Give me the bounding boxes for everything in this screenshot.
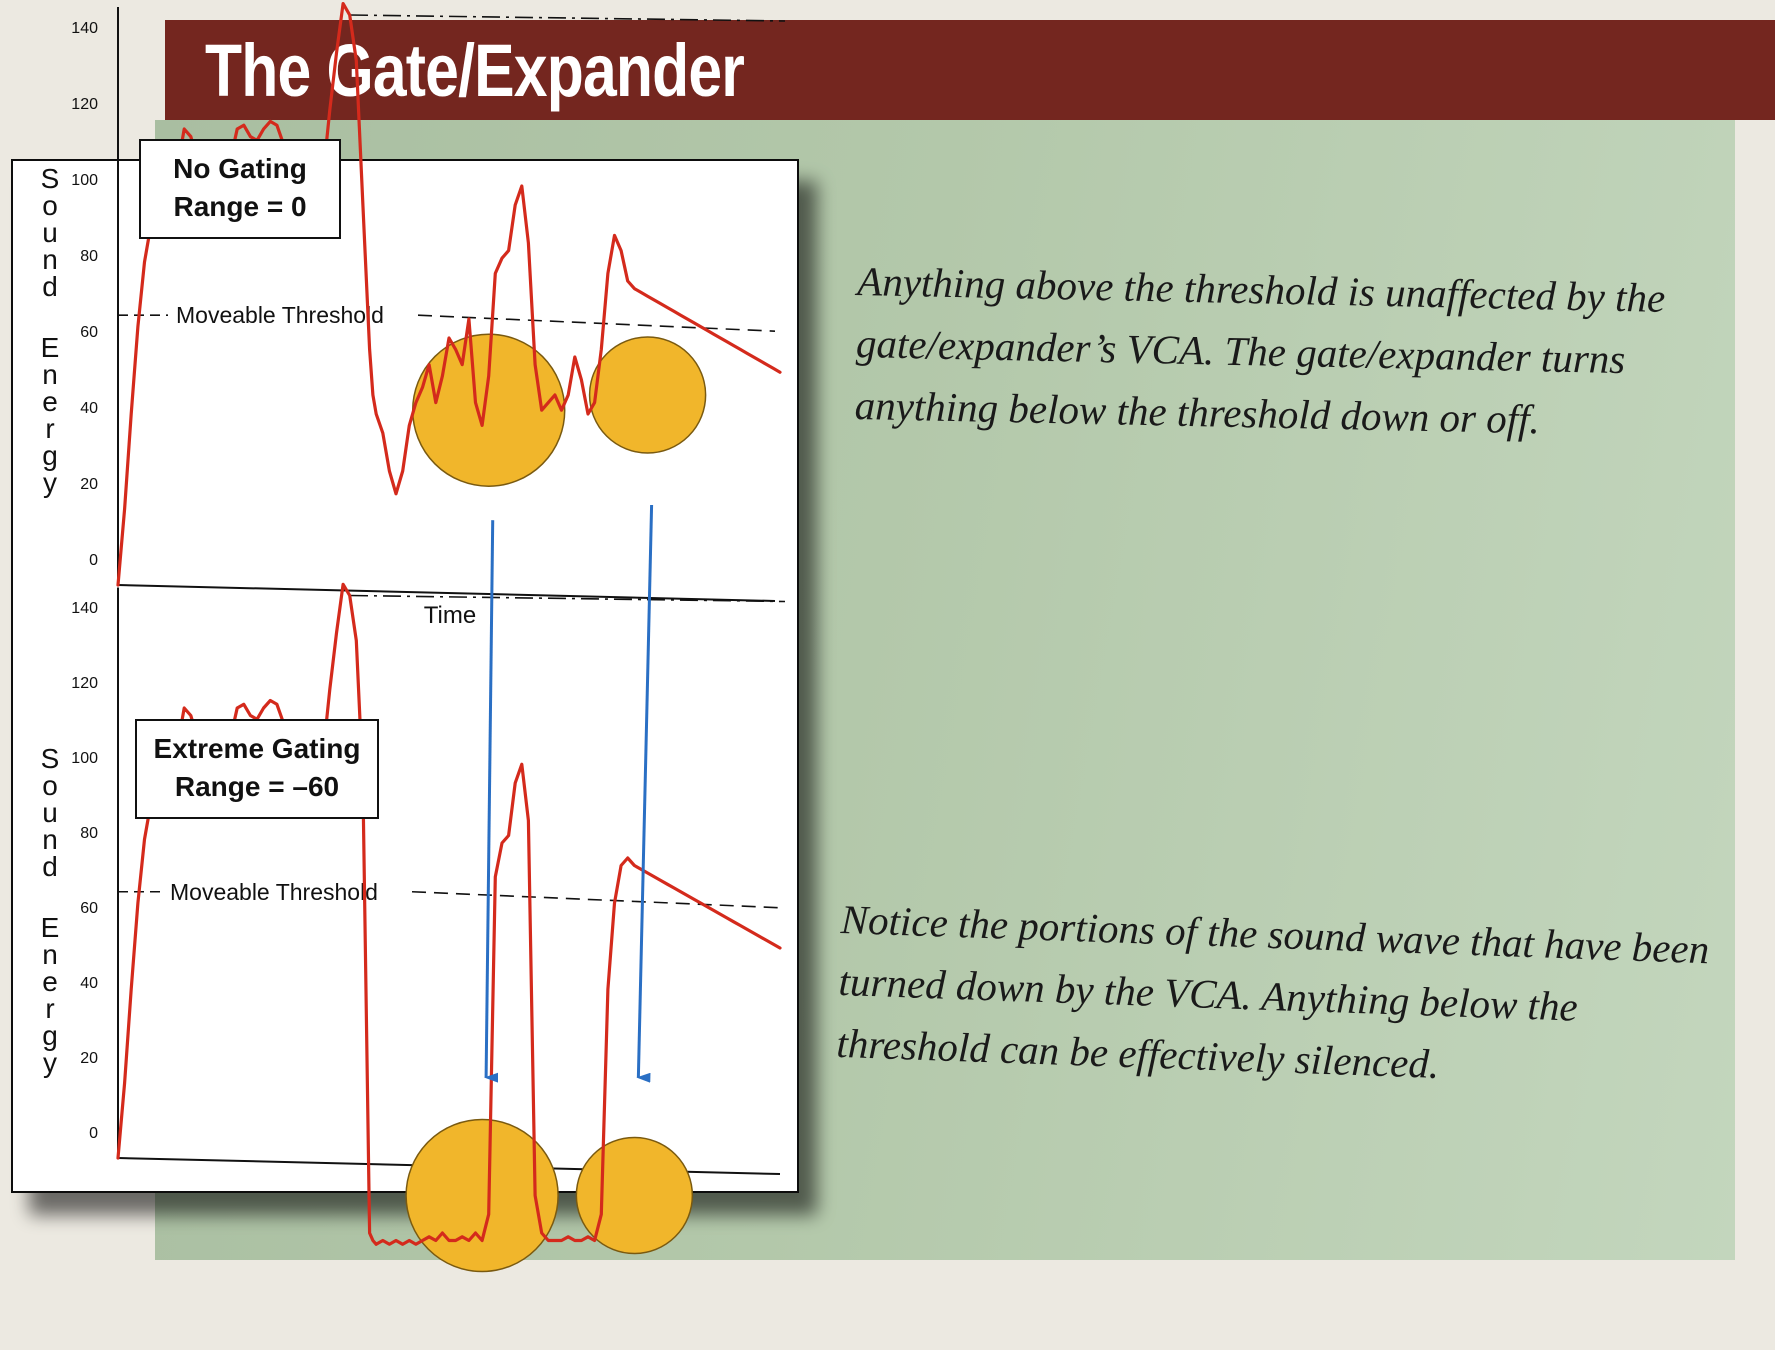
caption-top: Anything above the threshold is unaffected by the gate/expander’s VCA. The gate/expander turns anything below the threshold down or off.: [854, 257, 1666, 443]
y-tick-label: 120: [71, 675, 98, 692]
ceiling-line: [350, 15, 785, 21]
ylabel-letter: n: [42, 939, 58, 970]
chart-title-line: No Gating: [173, 153, 307, 184]
threshold-label: Moveable Threshold: [176, 302, 384, 329]
y-tick-label: 0: [89, 552, 98, 569]
chart-title-line: Extreme Gating: [153, 733, 361, 764]
ylabel-letter: S: [40, 163, 60, 194]
ylabel-letter: S: [40, 743, 60, 774]
x-axis-label: Time: [423, 602, 477, 629]
y-tick-label: 140: [71, 20, 98, 37]
y-tick-label: 100: [71, 172, 98, 189]
caption-bottom: Notice the portions of the sound wave that have been turned down by the VCA. Anything below the threshold can be effectively silenced.: [835, 895, 1711, 1087]
ylabel-letter: g: [42, 440, 58, 471]
y-tick-label: 20: [80, 1050, 98, 1067]
y-tick-label: 140: [71, 600, 98, 617]
y-tick-label: 80: [80, 248, 98, 265]
ylabel-letter: u: [42, 217, 58, 248]
ylabel-letter: e: [42, 386, 58, 417]
ylabel-letter: u: [42, 797, 58, 828]
chart-title-line: Range = 0: [173, 191, 307, 222]
ylabel-letter: d: [42, 271, 58, 302]
threshold-label: Moveable Threshold: [170, 878, 378, 905]
highlight-circle: [590, 337, 706, 453]
ylabel-letter: g: [42, 1020, 58, 1051]
ylabel-letter: e: [42, 966, 58, 997]
ylabel-letter: d: [42, 851, 58, 882]
ylabel-letter: n: [42, 359, 58, 390]
y-tick-label: 60: [80, 324, 98, 341]
ylabel-letter: E: [40, 332, 60, 363]
ylabel-letter: r: [45, 413, 55, 444]
y-tick-label: 120: [71, 96, 98, 113]
page-title: The Gate/Expander: [205, 29, 745, 112]
ylabel-letter: r: [45, 993, 55, 1024]
ylabel-letter: n: [42, 824, 58, 855]
y-tick-label: 60: [80, 900, 98, 917]
highlight-circle: [576, 1138, 692, 1254]
y-tick-label: 0: [89, 1125, 98, 1142]
ylabel-letter: E: [40, 912, 60, 943]
ylabel-letter: y: [43, 467, 57, 498]
ylabel-letter: o: [42, 190, 58, 221]
ylabel-letter: n: [42, 244, 58, 275]
y-tick-label: 80: [80, 825, 98, 842]
y-tick-label: 40: [80, 975, 98, 992]
y-tick-label: 100: [71, 750, 98, 767]
ylabel-letter: o: [42, 770, 58, 801]
ylabel-letter: y: [43, 1047, 57, 1078]
y-tick-label: 40: [80, 400, 98, 417]
chart-title-line: Range = –60: [174, 771, 340, 802]
y-tick-label: 20: [80, 476, 98, 493]
